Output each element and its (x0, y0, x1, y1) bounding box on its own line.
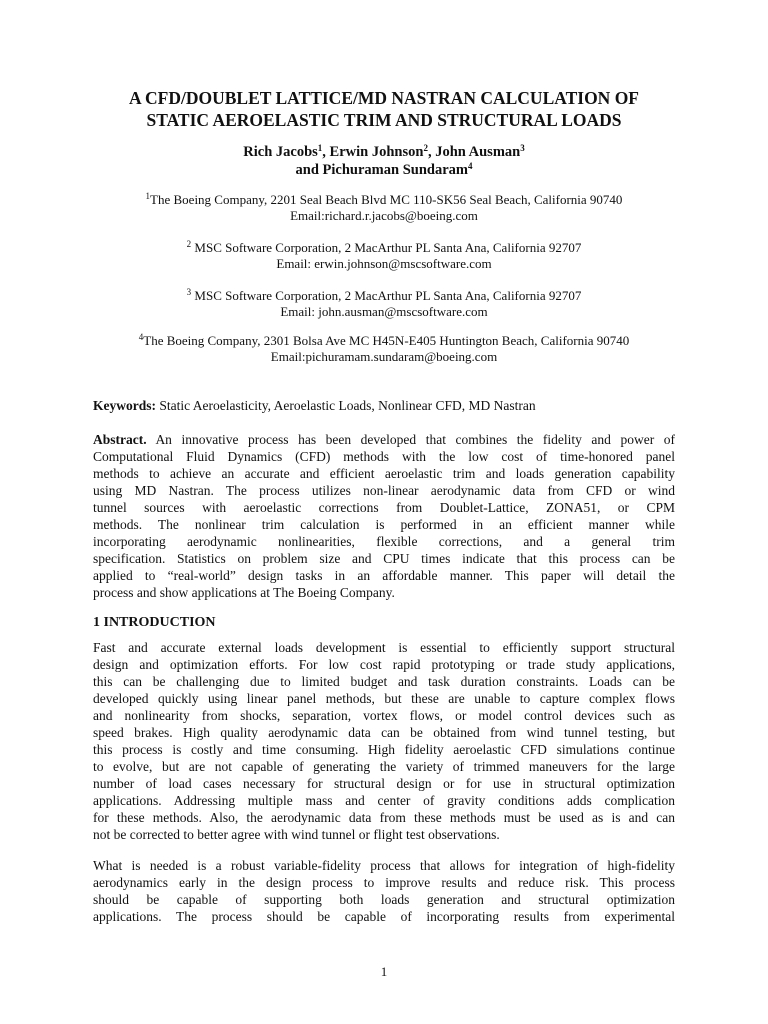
author-line (60, 161, 708, 179)
affiliation-number: 1 (145, 191, 151, 201)
abstract-line: process and show applications at The Boeing Company. (93, 585, 395, 600)
abstract-line: methods to achieve an accurate and efficient aeroelastic trim and loads generation capability (93, 466, 675, 481)
abstract-label: Abstract. (93, 432, 147, 447)
body-line: number of load cases necessary for structural design or for use in structural optimization (93, 776, 675, 791)
body-paragraph (93, 639, 675, 843)
body-line: this process is costly and time consuming. High fidelity aeroelastic CFD simulations continue (93, 742, 675, 757)
paper-title (60, 87, 708, 131)
section-heading: 1 INTRODUCTION (93, 615, 216, 630)
affiliation-address: $^4$The Boeing Company, 2301 Bolsa Ave MC H45N-E405 Huntington Beach, California 90740 (138, 332, 630, 348)
author-name: Rich Jacobs (243, 144, 318, 160)
abstract-line: applied to “real-world” design tasks in an affordable manner. This paper will detail the (93, 568, 675, 583)
author-list (60, 143, 708, 179)
author-superscript: 3 (520, 143, 525, 153)
affiliation-email: Email:pichuramam.sundaram@boeing.com (270, 349, 498, 364)
abstract-line: specification. Statistics on problem size and CPU times indicate that this process can be (93, 551, 675, 566)
author-name: , John Ausman (427, 144, 521, 160)
author-name: , Erwin Johnson (322, 144, 424, 160)
body-line: applications. The process should be capable of incorporating results from experimental (93, 909, 675, 924)
body-line: this can be challenging due to limited budget and task duration constraints. Loads can be (93, 674, 675, 689)
affiliation-email: Email:richard.r.jacobs@boeing.com (290, 208, 478, 223)
abstract-line: tunnel sources with aeroelastic corrections from Doublet-Lattice, ZONA51, or CPM (93, 500, 675, 515)
affiliation-address: $^3$ MSC Software Corporation, 2 MacArthur PL Santa Ana, California 92707 (186, 287, 582, 303)
affiliation-address: $^2$ MSC Software Corporation, 2 MacArthur PL Santa Ana, California 92707 (186, 239, 582, 255)
author-superscript: 1 (317, 143, 323, 153)
body-line: and nonlinearity from shocks, separation, vortex flows, or model control devices such as (93, 708, 675, 723)
keywords-text: Static Aeroelasticity, Aeroelastic Loads, Nonlinear CFD, MD Nastran (156, 398, 536, 413)
body-line: for these methods. Also, the aerodynamic data from these methods must be used as is and can (93, 810, 675, 825)
body-line: developed quickly using linear panel methods, but these are unable to capture complex flows (93, 691, 675, 706)
author-superscript: 2 (423, 143, 428, 153)
keywords-label: Keywords: (93, 398, 156, 413)
affiliation (60, 240, 708, 272)
title-line: A CFD/DOUBLET LATTICE/MD NASTRAN CALCULATION OF (129, 88, 639, 108)
body-paragraph (93, 857, 675, 925)
abstract-line: Computational Fluid Dynamics (CFD) methods with the low cost of time-honored panel (93, 449, 675, 464)
affiliation (60, 288, 708, 320)
abstract-line: incorporating aerodynamic nonlinearities, flexible corrections, and a general trim (93, 534, 675, 549)
abstract-line: Abstract. An innovative process has been developed that combines the fidelity and power of (93, 432, 675, 447)
abstract-line: methods. The nonlinear trim calculation is performed in an efficient manner while (93, 517, 675, 532)
affiliation (60, 192, 708, 224)
body-line: to evolve, but are not capable of generating the variety of trimmed maneuvers for the large (93, 759, 675, 774)
body-line: Fast and accurate external loads development is essential to efficiently support structural (93, 640, 675, 655)
body-line: aerodynamics early in the design process to improve results and reduce risk. This process (93, 875, 675, 890)
title-line: STATIC AEROELASTIC TRIM AND STRUCTURAL LOADS (146, 110, 622, 130)
body-line: applications. Addressing multiple mass and center of gravity conditions adds complication (93, 793, 675, 808)
body-line: speed brakes. High quality aerodynamic data can be obtained from wind tunnel testing, but (93, 725, 675, 740)
abstract-line: using MD Nastran. The process utilizes non-linear aerodynamic data from CFD or wind (93, 483, 675, 498)
author-superscript: 4 (467, 161, 473, 171)
affiliation-email: Email: john.ausman@mscsoftware.com (280, 304, 488, 319)
body-line: not be corrected to better agree with wind tunnel or flight test observations. (93, 827, 500, 842)
page-number: 1 (380, 964, 388, 979)
affiliation-number: 3 (186, 287, 192, 297)
affiliation-number: 4 (138, 332, 144, 342)
keywords (93, 397, 675, 414)
abstract (93, 431, 675, 601)
affiliation-email: Email: erwin.johnson@mscsoftware.com (276, 256, 492, 271)
affiliation (60, 333, 708, 365)
body-line: What is needed is a robust variable-fidelity process that allows for integration of high-fidelity (93, 858, 675, 873)
author-name: and Pichuraman Sundaram (295, 162, 468, 178)
body-line: should be capable of supporting both loads generation and structural optimization (93, 892, 675, 907)
affiliation-address: $^1$The Boeing Company, 2201 Seal Beach Blvd MC 110-SK56 Seal Beach, California 90740 (145, 191, 623, 207)
author-line (60, 143, 708, 161)
body-line: design and optimization efforts. For low cost rapid prototyping or trade study applications, (93, 657, 675, 672)
affiliation-number: 2 (186, 239, 192, 249)
